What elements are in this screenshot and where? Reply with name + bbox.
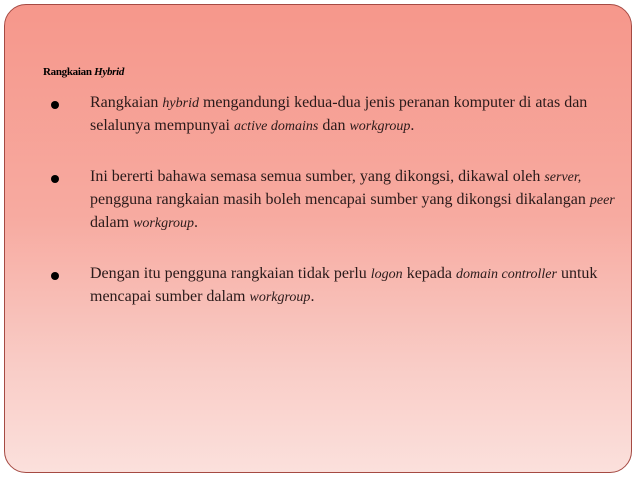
text-run: . bbox=[410, 117, 415, 134]
italic-term: active domains bbox=[233, 119, 319, 134]
text-run: dalam bbox=[90, 214, 134, 231]
text-run: Rangkaian bbox=[90, 94, 163, 111]
text-run: Dengan itu pengguna rangkaian tidak perlu bbox=[90, 265, 371, 282]
bullet-dot-icon bbox=[51, 272, 59, 280]
text-run: mengandungi kedua-dua jenis peranan komputer di atas dan selalunya mempunyai bbox=[90, 94, 588, 134]
slide-heading bbox=[43, 66, 124, 78]
text-run: untuk mencapai sumber dalam bbox=[90, 265, 598, 305]
italic-term: server, bbox=[544, 170, 582, 185]
bullet-dot-icon bbox=[51, 101, 59, 109]
italic-term: workgroup bbox=[249, 290, 311, 305]
slide-heading-plain: Rangkaian bbox=[43, 66, 92, 78]
italic-term: workgroup bbox=[349, 119, 411, 134]
italic-term: workgroup bbox=[133, 216, 195, 231]
bullet-text bbox=[90, 166, 620, 235]
text-run: . bbox=[194, 214, 199, 231]
slide bbox=[4, 4, 632, 473]
text-run: dan bbox=[318, 117, 350, 134]
bullet-text bbox=[90, 92, 620, 138]
text-run: . bbox=[310, 288, 315, 305]
italic-term: logon bbox=[370, 267, 403, 282]
text-run: Ini bererti bahawa semasa semua sumber, yang dikongsi, dikawal oleh bbox=[90, 168, 545, 185]
bullet-dot-icon bbox=[51, 175, 59, 183]
bullet-text bbox=[90, 263, 620, 309]
text-run: kepada bbox=[402, 265, 456, 282]
italic-term: domain controller bbox=[456, 267, 557, 282]
text-run: pengguna rangkaian masih boleh mencapai sumber yang dikongsi dikalangan bbox=[90, 191, 590, 208]
italic-term: peer bbox=[589, 193, 615, 208]
italic-term: hybrid bbox=[162, 96, 199, 111]
slide-heading-italic: Hybrid bbox=[94, 66, 125, 78]
